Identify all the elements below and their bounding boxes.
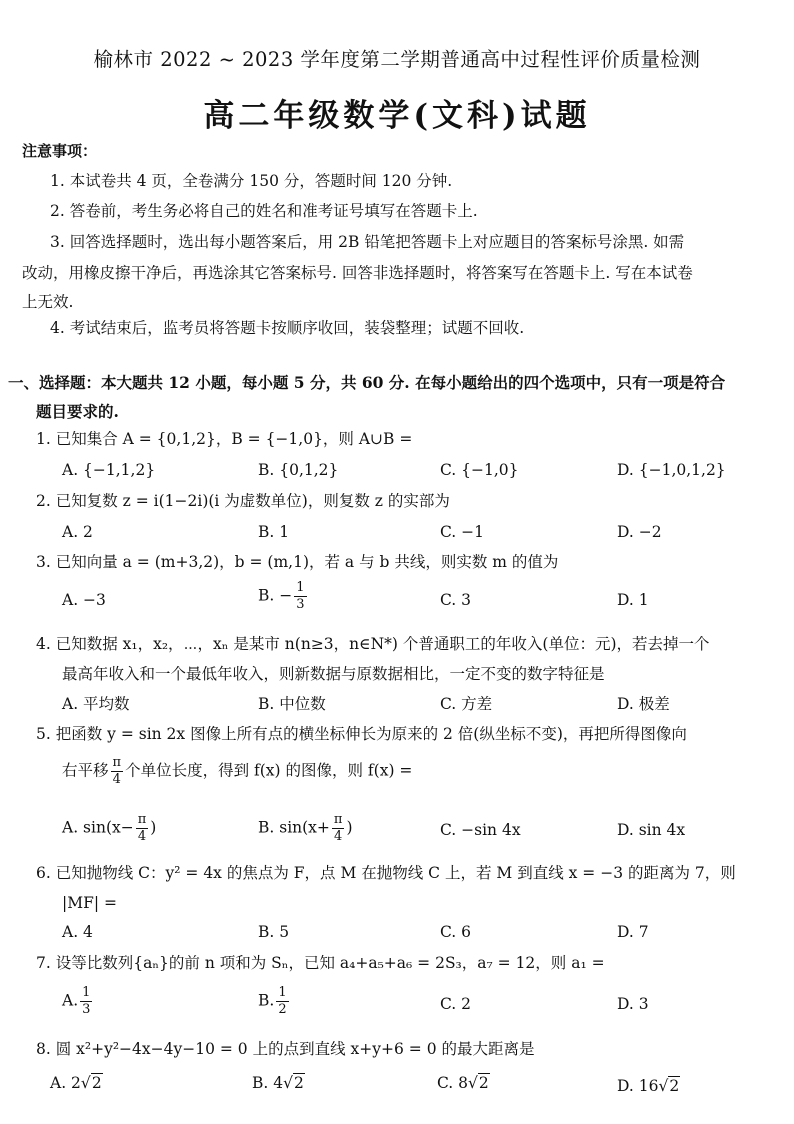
q1-option-c: C. {−1,0}	[440, 461, 519, 479]
q2-option-b: B. 1	[258, 523, 290, 541]
q6-option-b: B. 5	[258, 923, 290, 941]
q5-option-a: A. sin(x− $\frac{\pi}{4}$ )	[62, 812, 157, 844]
note-3-cont2: 上无效.	[22, 293, 74, 311]
q3-option-a: A. −3	[62, 591, 106, 609]
q3-option-b-label: B. −	[258, 586, 293, 605]
question-1: 1. 已知集合 A = {0,1,2}，B = {−1,0}，则 A∪B =	[36, 430, 413, 448]
q6-option-d: D. 7	[617, 923, 649, 941]
exam-header: 榆林市 2022 ~ 2023 学年度第二学期普通高中过程性评价质量检测	[93, 48, 701, 71]
section-heading-cont: 题目要求的.	[36, 402, 119, 421]
question-4-cont: 最高年收入和一个最低年收入，则新数据与原数据相比，一定不变的数字特征是	[62, 665, 605, 683]
q3-option-d: D. 1	[617, 591, 649, 609]
q5-option-c: C. −sin 4x	[440, 821, 521, 839]
q2-option-a: A. 2	[62, 523, 93, 541]
notes-heading: 注意事项：	[22, 142, 98, 160]
q2-option-c: C. −1	[440, 523, 485, 541]
exam-title: 高二年级数学(文科)试题	[203, 98, 591, 134]
question-2: 2. 已知复数 z = i(1−2i)(i 为虚数单位)，则复数 z 的实部为	[36, 492, 450, 510]
note-4: 4. 考试结束后，监考员将答题卡按顺序收回，装袋整理；试题不回收.	[50, 319, 525, 337]
q4-option-d: D. 极差	[617, 695, 670, 713]
q3-option-b	[258, 580, 309, 613]
q4-option-b: B. 中位数	[258, 695, 326, 713]
q1-option-d: D. {−1,0,1,2}	[617, 461, 726, 479]
note-3-cont: 改动，用橡皮擦干净后，再选涂其它答案标号. 回答非选择题时，将答案写在答题卡上. 写在本试卷	[22, 264, 693, 282]
q8-option-a: A. 2√2	[50, 1074, 102, 1092]
q8-option-d: D. 16√2	[617, 1077, 680, 1095]
question-8: 8. 圆 x²+y²−4x−4y−10 = 0 上的点到直线 x+y+6 = 0 的最大距离是	[36, 1040, 535, 1058]
q5-pi-over-4: $\frac{\pi}{4}$	[112, 755, 122, 787]
note-3: 3. 回答选择题时，选出每小题答案后，用 2B 铅笔把答题卡上对应题目的答案标号涂黑. 如需	[50, 233, 685, 251]
q7-option-b: B. $\frac{1}{2}$	[258, 985, 287, 1017]
question-7: 7. 设等比数列{aₙ}的前 n 项和为 Sₙ，已知 a₄+a₅+a₆ = 2S₃，a₇ = 12，则 a₁ =	[36, 954, 605, 972]
q3-option-b-fraction: $\frac{1}{3}$	[296, 580, 305, 612]
q7-option-a: A. $\frac{1}{3}$	[62, 985, 91, 1017]
note-2: 2. 答卷前，考生务必将自己的姓名和准考证号填写在答题卡上.	[50, 202, 478, 220]
section-heading: 一、选择题：本大题共 12 小题，每小题 5 分，共 60 分. 在每小题给出的四个选项中，只有一项是符合	[8, 373, 726, 392]
q1-option-a: A. {−1,1,2}	[62, 461, 156, 479]
question-5-cont: 右平移 $\frac{\pi}{4}$ 个单位长度，得到 f(x) 的图像，则 f(x) =	[62, 755, 413, 787]
q8-option-b: B. 4√2	[252, 1074, 304, 1092]
q4-option-a: A. 平均数	[62, 695, 130, 713]
q6-option-a: A. 4	[62, 923, 93, 941]
question-4: 4. 已知数据 x₁，x₂，⋯，xₙ 是某市 n(n≥3，n∈N*) 个普通职工的年收入(单位：元)，若去掉一个	[36, 635, 710, 653]
question-6: 6. 已知抛物线 C：y² = 4x 的焦点为 F，点 M 在抛物线 C 上，若 M 到直线 x = −3 的距离为 7，则	[36, 864, 736, 882]
question-6-cont: |MF| =	[62, 894, 117, 912]
q5-option-b: B. sin(x+ $\frac{\pi}{4}$ )	[258, 812, 353, 844]
q4-option-c: C. 方差	[440, 695, 493, 713]
q6-option-c: C. 6	[440, 923, 472, 941]
q7-option-d: D. 3	[617, 995, 649, 1013]
q5-option-d: D. sin 4x	[617, 821, 686, 839]
q1-option-b: B. {0,1,2}	[258, 461, 339, 479]
q7-option-c: C. 2	[440, 995, 472, 1013]
q2-option-d: D. −2	[617, 523, 662, 541]
note-1: 1. 本试卷共 4 页，全卷满分 150 分，答题时间 120 分钟.	[50, 172, 453, 190]
question-5: 5. 把函数 y = sin 2x 图像上所有点的横坐标伸长为原来的 2 倍(纵坐标不变)，再把所得图像向	[36, 725, 687, 743]
question-3: 3. 已知向量 a = (m+3,2)，b = (m,1)，若 a 与 b 共线，则实数 m 的值为	[36, 553, 559, 571]
q3-option-c: C. 3	[440, 591, 472, 609]
q8-option-c: C. 8√2	[437, 1074, 489, 1092]
